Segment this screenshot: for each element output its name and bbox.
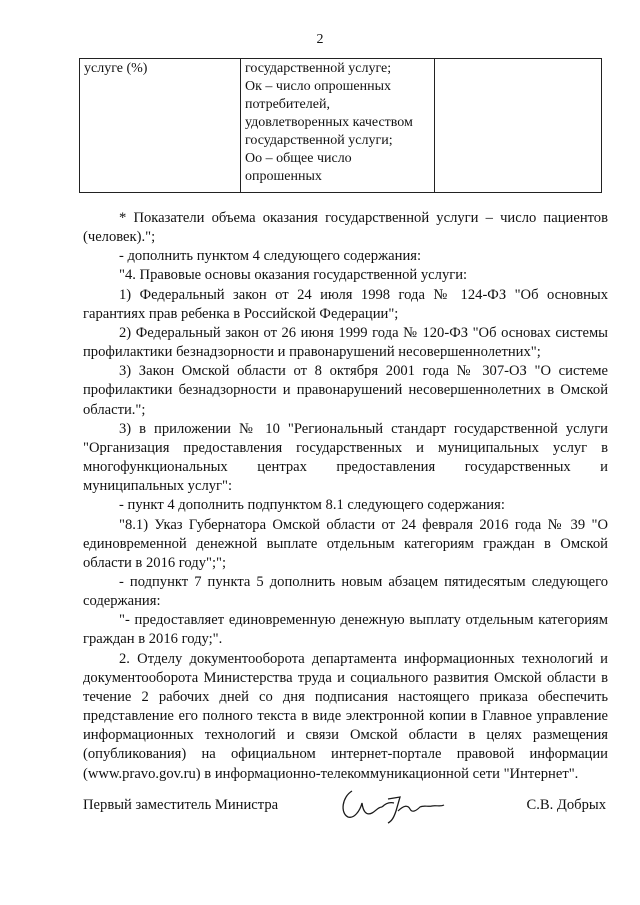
document-body: [83, 209, 608, 784]
cell-line: государственной услуги;: [245, 133, 393, 148]
cell-line: услуге (%): [84, 61, 148, 76]
paragraph: "- предоставляет единовременную денежную выплату отдельным категориям граждан в 2016 году;".: [83, 612, 608, 648]
page-number: 2: [316, 32, 324, 47]
paragraph: 3) в приложении № 10 "Региональный стандарт государственной услуги "Организация предоставления государственных и муниципальных услуг в многофункциональных центрах предоставления государственных и муниципальных услуг":: [83, 420, 608, 495]
cell-line: Оо – общее число: [245, 151, 352, 166]
paragraph: 1) Федеральный закон от 24 июля 1998 года № 124-ФЗ "Об основных гарантиях прав ребенка в Российской Федерации";: [83, 286, 608, 322]
cell-line: государственной услуге;: [245, 61, 392, 76]
table-row: [80, 59, 602, 193]
cell-line: опрошенных: [245, 169, 322, 184]
cell-line: потребителей,: [245, 97, 330, 112]
paragraph: 2. Отделу документооборота департамента информационных технологий и документооборота Министерства труда и социального развития Омской области в течение 2 рабочих дней со дня подписания настоящего приказа обеспечить представление его полного текста в виде электронной копии в Главное управление информационных технологий и связи Омской области в целях размещения (опубликования) на официальном интернет-портале правовой информации (www.pravo.gov.ru) в информационно-телекоммуникационной сети "Интернет".: [83, 650, 608, 782]
handwritten-signature: [338, 783, 448, 827]
paragraph: 2) Федеральный закон от 26 июня 1999 года № 120-ФЗ "Об основах системы профилактики безнадзорности и правонарушений несовершеннолетних";: [83, 324, 608, 361]
signatory-title: Первый заместитель Министра: [83, 797, 279, 813]
paragraph: * Показатели объема оказания государственной услуги – число пациентов (человек).";: [83, 210, 608, 246]
signatory-name: С.В. Добрых: [526, 797, 606, 813]
signature-block: [83, 795, 608, 825]
paragraph: 3) Закон Омской области от 8 октября 2001 года № 307-ОЗ "О системе профилактики безнадзорности и правонарушений несовершеннолетних в Омской области.";: [83, 363, 608, 418]
paragraph: - пункт 4 дополнить подпунктом 8.1 следующего содержания:: [119, 497, 505, 514]
cell-line: Ок – число опрошенных: [245, 79, 392, 94]
table-cell-formula: [241, 59, 435, 193]
paragraph: "4. Правовые основы оказания государственной услуги:: [119, 267, 468, 284]
paragraph: - дополнить пунктом 4 следующего содержания:: [119, 248, 422, 265]
cell-line: удовлетворенных качеством: [245, 115, 413, 130]
continuation-table: [79, 58, 602, 193]
paragraph: "8.1) Указ Губернатора Омской области от 24 февраля 2016 года № 39 "О единовременной денежной выплате отдельным категориям граждан в Омской области в 2016 году";";: [83, 516, 608, 571]
paragraph: - подпункт 7 пункта 5 дополнить новым абзацем пятидесятым следующего содержания:: [83, 573, 608, 610]
table-cell-empty: [435, 59, 602, 193]
table-cell-indicator: [80, 59, 241, 193]
